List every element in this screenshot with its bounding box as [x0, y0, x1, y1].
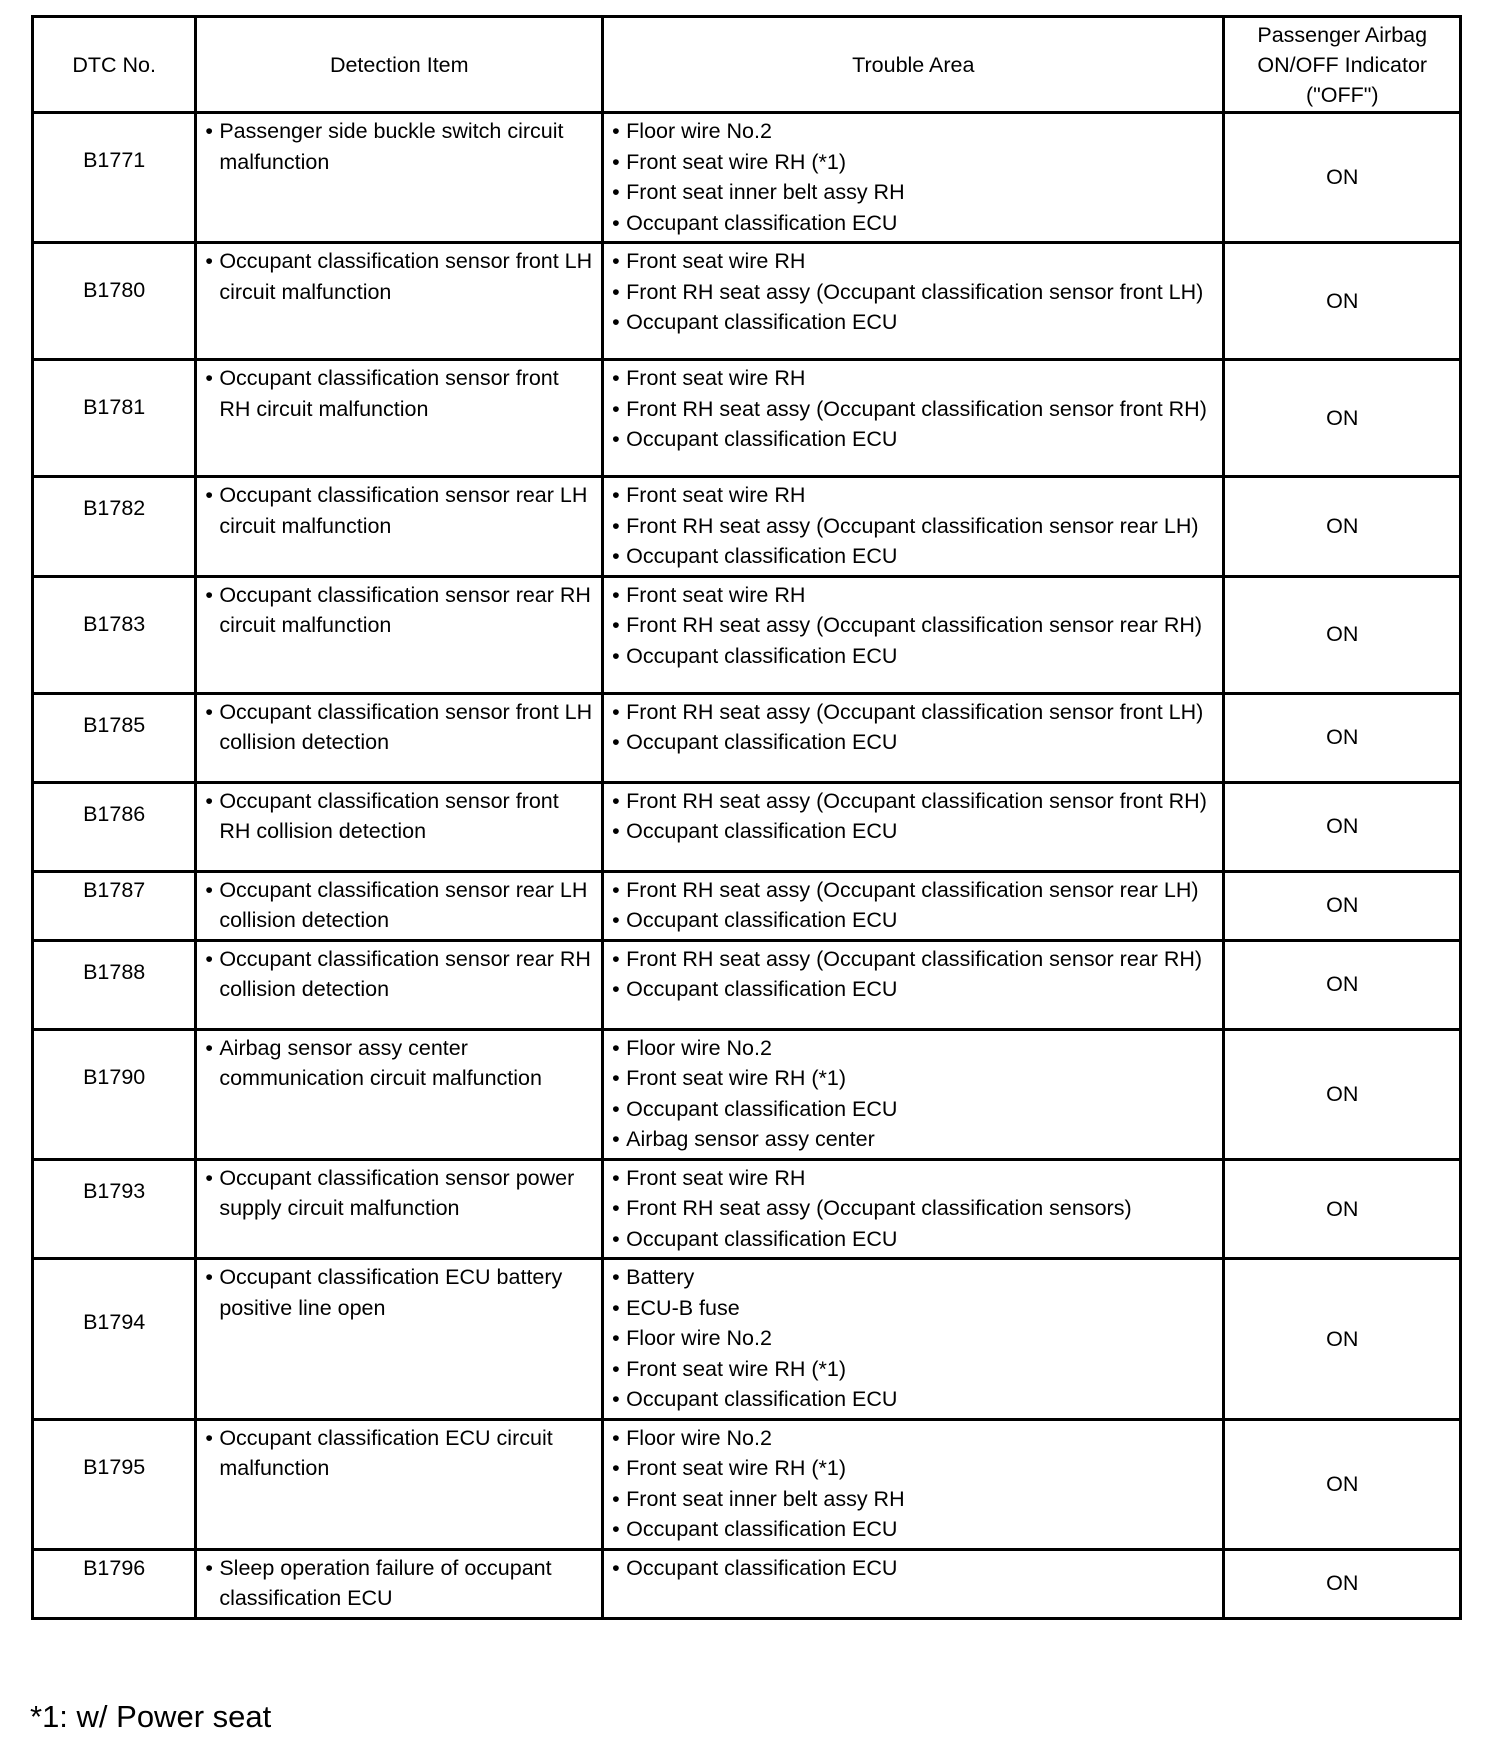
- dtc-code: B1790: [33, 1029, 196, 1159]
- trouble-area-item: • Occupant classification ECU: [612, 1514, 1216, 1545]
- detection-item-cell: [196, 477, 603, 577]
- trouble-area-item: • Floor wire No.2: [612, 1423, 1216, 1454]
- trouble-area-item: • Front RH seat assy (Occupant classification sensor front LH): [612, 277, 1216, 308]
- trouble-area-item: • Front seat wire RH: [612, 1163, 1216, 1194]
- table-row: [33, 871, 1461, 940]
- detection-item-list: [205, 580, 595, 641]
- trouble-area-list: [612, 697, 1216, 758]
- dtc-code: B1771: [33, 113, 196, 243]
- trouble-area-item: • Floor wire No.2: [612, 1323, 1216, 1354]
- trouble-area-item: • Front seat wire RH (*1): [612, 1453, 1216, 1484]
- detection-item-cell: [196, 113, 603, 243]
- trouble-area-list: [612, 1262, 1216, 1415]
- trouble-area-list: [612, 246, 1216, 338]
- detection-item-list: [205, 1163, 595, 1224]
- detection-item: • Occupant classification sensor rear LH collision detection: [205, 875, 595, 936]
- trouble-area-item: • Front seat inner belt assy RH: [612, 177, 1216, 208]
- trouble-area-list: [612, 944, 1216, 1005]
- table-row: [33, 243, 1461, 360]
- indicator-status: ON: [1224, 1549, 1461, 1618]
- detection-item: • Occupant classification sensor front LH collision detection: [205, 697, 595, 758]
- detection-item-list: [205, 246, 595, 307]
- indicator-status: ON: [1224, 477, 1461, 577]
- trouble-area-list: [612, 363, 1216, 455]
- trouble-area-item: • Occupant classification ECU: [612, 307, 1216, 338]
- detection-item-cell: [196, 1549, 603, 1618]
- trouble-area-cell: [603, 1419, 1224, 1549]
- table-row: [33, 576, 1461, 693]
- trouble-area-cell: [603, 693, 1224, 782]
- table-row: [33, 1029, 1461, 1159]
- trouble-area-list: [612, 580, 1216, 672]
- trouble-area-item: • Occupant classification ECU: [612, 1384, 1216, 1415]
- detection-item: • Occupant classification sensor rear RH circuit malfunction: [205, 580, 595, 641]
- trouble-area-item: • Occupant classification ECU: [612, 541, 1216, 572]
- trouble-area-item: • Occupant classification ECU: [612, 1094, 1216, 1125]
- detection-item-cell: [196, 940, 603, 1029]
- trouble-area-list: [612, 116, 1216, 238]
- table-row: [33, 940, 1461, 1029]
- trouble-area-item: • Front seat wire RH: [612, 480, 1216, 511]
- trouble-area-item: • Front RH seat assy (Occupant classification sensor rear RH): [612, 944, 1216, 975]
- dtc-code: B1782: [33, 477, 196, 577]
- trouble-area-cell: [603, 1029, 1224, 1159]
- trouble-area-list: [612, 1423, 1216, 1545]
- trouble-area-item: • Front RH seat assy (Occupant classification sensor rear RH): [612, 610, 1216, 641]
- detection-item-list: [205, 1033, 595, 1094]
- detection-item-list: [205, 944, 595, 1005]
- detection-item-cell: [196, 576, 603, 693]
- indicator-status: ON: [1224, 243, 1461, 360]
- trouble-area-item: • Airbag sensor assy center: [612, 1124, 1216, 1155]
- table-row: [33, 1549, 1461, 1618]
- detection-item-cell: [196, 693, 603, 782]
- header-indicator: Passenger Airbag ON/OFF Indicator ("OFF"): [1224, 17, 1461, 113]
- detection-item-cell: [196, 1259, 603, 1420]
- indicator-status: ON: [1224, 1259, 1461, 1420]
- detection-item-cell: [196, 1419, 603, 1549]
- trouble-area-item: • Occupant classification ECU: [612, 1553, 1216, 1584]
- trouble-area-cell: [603, 576, 1224, 693]
- trouble-area-item: • Floor wire No.2: [612, 1033, 1216, 1064]
- trouble-area-item: • Occupant classification ECU: [612, 905, 1216, 936]
- indicator-status: ON: [1224, 871, 1461, 940]
- detection-item-list: [205, 875, 595, 936]
- detection-item: • Occupant classification ECU circuit malfunction: [205, 1423, 595, 1484]
- detection-item: • Occupant classification sensor front RH circuit malfunction: [205, 363, 595, 424]
- detection-item-list: [205, 363, 595, 424]
- trouble-area-cell: [603, 243, 1224, 360]
- indicator-status: ON: [1224, 576, 1461, 693]
- detection-item-cell: [196, 1159, 603, 1259]
- detection-item-cell: [196, 243, 603, 360]
- table-row: [33, 360, 1461, 477]
- detection-item: • Occupant classification sensor front LH circuit malfunction: [205, 246, 595, 307]
- trouble-area-item: • Front seat wire RH (*1): [612, 1063, 1216, 1094]
- detection-item: • Occupant classification sensor power supply circuit malfunction: [205, 1163, 595, 1224]
- trouble-area-item: • Front RH seat assy (Occupant classification sensors): [612, 1193, 1216, 1224]
- footnote: *1: w/ Power seat: [30, 1699, 272, 1734]
- indicator-status: ON: [1224, 113, 1461, 243]
- dtc-code: B1794: [33, 1259, 196, 1420]
- detection-item-cell: [196, 871, 603, 940]
- trouble-area-list: [612, 1033, 1216, 1155]
- detection-item-list: [205, 1423, 595, 1484]
- indicator-status: ON: [1224, 1159, 1461, 1259]
- dtc-code: B1780: [33, 243, 196, 360]
- trouble-area-item: • Occupant classification ECU: [612, 641, 1216, 672]
- trouble-area-cell: [603, 782, 1224, 871]
- dtc-code: B1788: [33, 940, 196, 1029]
- trouble-area-item: • Occupant classification ECU: [612, 424, 1216, 455]
- trouble-area-list: [612, 875, 1216, 936]
- detection-item: • Occupant classification sensor front RH collision detection: [205, 786, 595, 847]
- table-row: [33, 1159, 1461, 1259]
- header-detection-item: Detection Item: [196, 17, 603, 113]
- trouble-area-item: • Occupant classification ECU: [612, 816, 1216, 847]
- table-row: [33, 782, 1461, 871]
- trouble-area-list: [612, 786, 1216, 847]
- trouble-area-list: [612, 1553, 1216, 1584]
- trouble-area-list: [612, 1163, 1216, 1255]
- table-body: [33, 113, 1461, 1619]
- trouble-area-item: • Occupant classification ECU: [612, 208, 1216, 239]
- dtc-table: [31, 15, 1462, 1620]
- trouble-area-cell: [603, 940, 1224, 1029]
- detection-item-list: [205, 697, 595, 758]
- trouble-area-cell: [603, 477, 1224, 577]
- trouble-area-item: • Occupant classification ECU: [612, 727, 1216, 758]
- trouble-area-cell: [603, 1159, 1224, 1259]
- detection-item: • Sleep operation failure of occupant classification ECU: [205, 1553, 595, 1614]
- dtc-code: B1781: [33, 360, 196, 477]
- detection-item: • Airbag sensor assy center communication circuit malfunction: [205, 1033, 595, 1094]
- trouble-area-item: • Front seat wire RH (*1): [612, 147, 1216, 178]
- detection-item-cell: [196, 1029, 603, 1159]
- table-row: [33, 113, 1461, 243]
- trouble-area-item: • Front RH seat assy (Occupant classification sensor front LH): [612, 697, 1216, 728]
- dtc-code: B1795: [33, 1419, 196, 1549]
- trouble-area-item: • Front RH seat assy (Occupant classification sensor rear LH): [612, 511, 1216, 542]
- trouble-area-cell: [603, 1549, 1224, 1618]
- trouble-area-item: • Front seat wire RH (*1): [612, 1354, 1216, 1385]
- indicator-status: ON: [1224, 360, 1461, 477]
- trouble-area-list: [612, 480, 1216, 572]
- detection-item-list: [205, 1553, 595, 1614]
- indicator-status: ON: [1224, 693, 1461, 782]
- dtc-code: B1793: [33, 1159, 196, 1259]
- detection-item-list: [205, 1262, 595, 1323]
- table-row: [33, 477, 1461, 577]
- trouble-area-item: • Battery: [612, 1262, 1216, 1293]
- table-row: [33, 693, 1461, 782]
- detection-item-list: [205, 786, 595, 847]
- indicator-status: ON: [1224, 1029, 1461, 1159]
- trouble-area-item: • Front RH seat assy (Occupant classification sensor rear LH): [612, 875, 1216, 906]
- trouble-area-cell: [603, 1259, 1224, 1420]
- header-dtc-no: DTC No.: [33, 17, 196, 113]
- trouble-area-item: • Front RH seat assy (Occupant classification sensor front RH): [612, 394, 1216, 425]
- trouble-area-item: • Front RH seat assy (Occupant classification sensor front RH): [612, 786, 1216, 817]
- detection-item-list: [205, 116, 595, 177]
- detection-item-cell: [196, 360, 603, 477]
- detection-item: • Occupant classification sensor rear LH circuit malfunction: [205, 480, 595, 541]
- dtc-code: B1787: [33, 871, 196, 940]
- detection-item: • Occupant classification sensor rear RH collision detection: [205, 944, 595, 1005]
- detection-item: • Occupant classification ECU battery positive line open: [205, 1262, 595, 1323]
- trouble-area-item: • Front seat inner belt assy RH: [612, 1484, 1216, 1515]
- table-header-row: [33, 17, 1461, 113]
- trouble-area-item: • Occupant classification ECU: [612, 974, 1216, 1005]
- detection-item-cell: [196, 782, 603, 871]
- trouble-area-item: • Front seat wire RH: [612, 246, 1216, 277]
- indicator-status: ON: [1224, 940, 1461, 1029]
- trouble-area-cell: [603, 360, 1224, 477]
- indicator-status: ON: [1224, 782, 1461, 871]
- table-row: [33, 1419, 1461, 1549]
- trouble-area-item: • Occupant classification ECU: [612, 1224, 1216, 1255]
- dtc-code: B1786: [33, 782, 196, 871]
- dtc-code: B1796: [33, 1549, 196, 1618]
- detection-item: • Passenger side buckle switch circuit malfunction: [205, 116, 595, 177]
- trouble-area-cell: [603, 113, 1224, 243]
- dtc-code: B1783: [33, 576, 196, 693]
- header-trouble-area: Trouble Area: [603, 17, 1224, 113]
- trouble-area-item: • ECU-B fuse: [612, 1293, 1216, 1324]
- detection-item-list: [205, 480, 595, 541]
- trouble-area-item: • Front seat wire RH: [612, 363, 1216, 394]
- indicator-status: ON: [1224, 1419, 1461, 1549]
- table-row: [33, 1259, 1461, 1420]
- dtc-code: B1785: [33, 693, 196, 782]
- trouble-area-cell: [603, 871, 1224, 940]
- trouble-area-item: • Floor wire No.2: [612, 116, 1216, 147]
- trouble-area-item: • Front seat wire RH: [612, 580, 1216, 611]
